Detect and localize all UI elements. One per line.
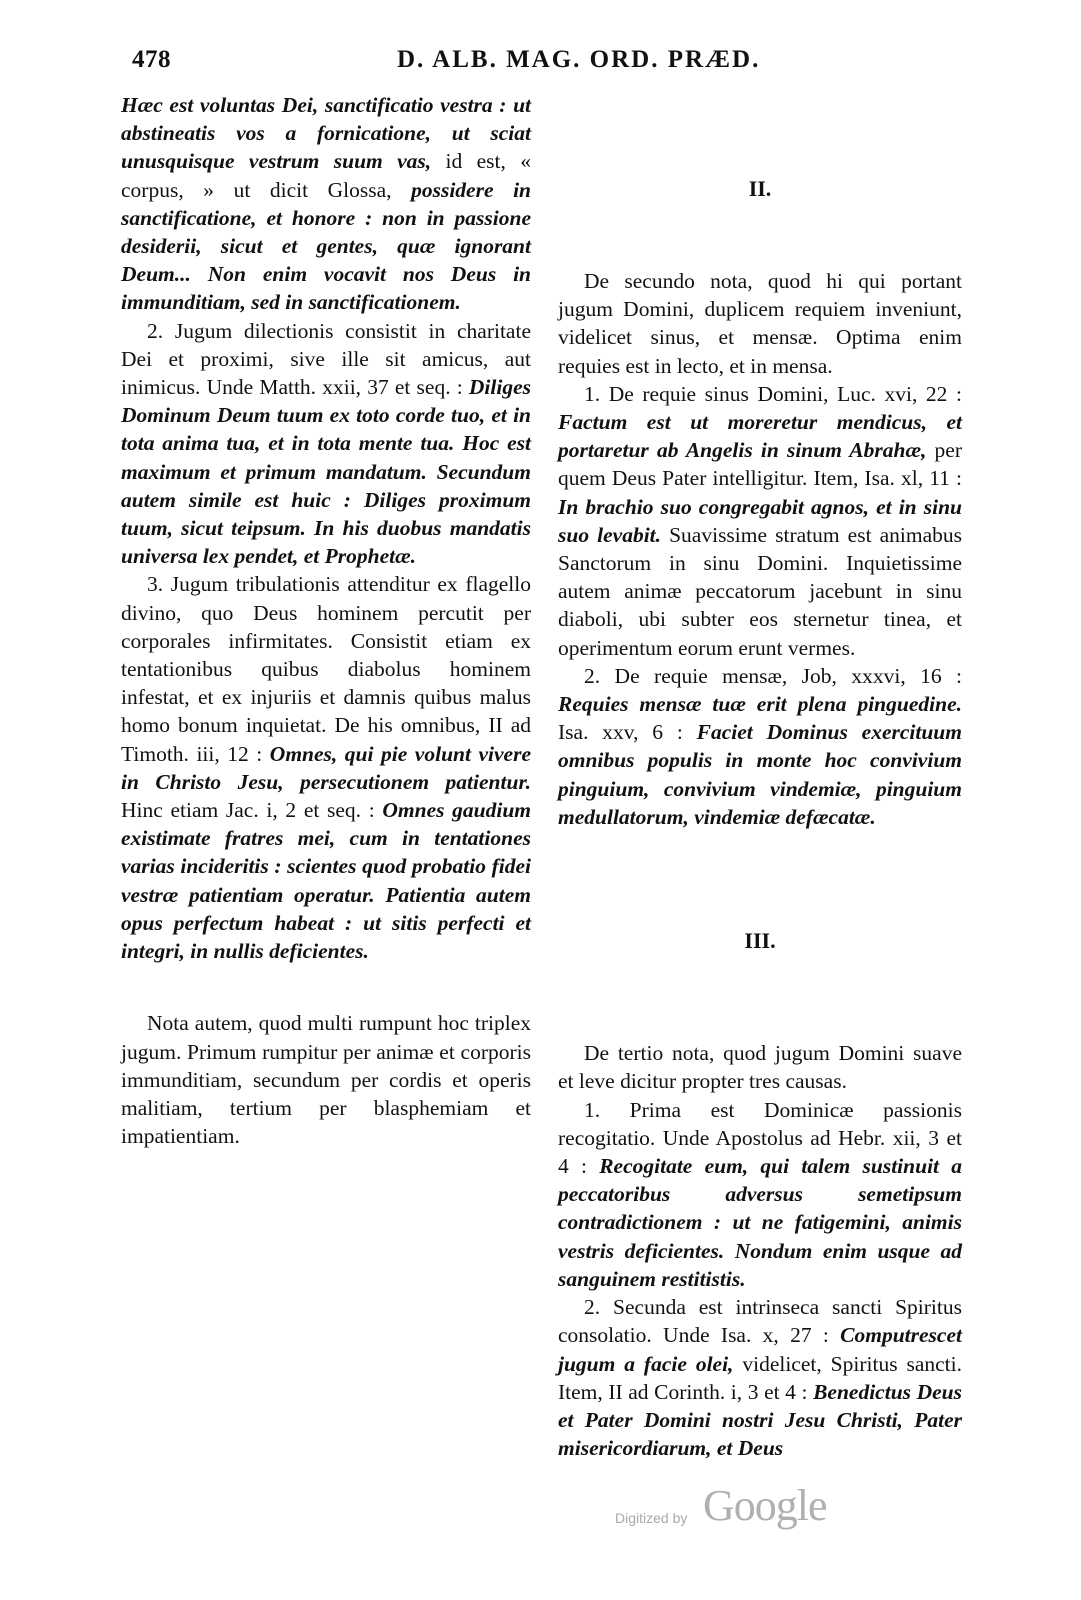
scripture-quote: Diliges Dominum Deum tuum ex toto corde tuo, et in tota anima tua, et in tota mente tua. Hoc est maximum et primum mandatum. Secundum autem simile est huic : Diliges proximum tuum, sicut teipsum. In his duobus mandatis universa lex pendet, et Prophetæ.	[121, 375, 531, 569]
paragraph: Nota autem, quod multi rumpunt hoc triplex jugum. Primum rumpitur per animæ et corporis immunditiam, secundum per cordis et operis malitiam, tertium per blasphemiam et impatientiam.	[121, 1011, 531, 1149]
text: videlicet, Spiritus sancti. Item, II ad Corinth. i, 3 et 4 :	[558, 1351, 962, 1404]
paragraph	[121, 317, 531, 571]
scripture-quote: Omnes, qui pie volunt vivere in Christo Jesu, persecutionem patientur.	[121, 741, 531, 794]
scripture-quote: Recogitate eum, qui talem sustinuit a peccatoribus adversus semetipsum contradictionem : ut ne fatigemini, animis vestris deficientes. Nondum enim usque ad sanguinem restitistis.	[558, 1154, 962, 1291]
scripture-quote: In brachio suo congregabit agnos, et in sinu suo levabit.	[558, 494, 962, 547]
scripture-quote: possidere in sanctificatione, et honore : non in passione desiderii, sicut et gentes, quæ ignorant Deum... Non enim vocavit nos Deus in immunditiam, sed in sanctificationem.	[121, 177, 531, 315]
scripture-quote: Factum est ut moreretur mendicus, et portaretur ab Angelis in sinum Abrahæ,	[558, 410, 962, 463]
running-title: D. ALB. MAG. ORD. PRÆD.	[397, 46, 761, 73]
page-number: 478	[132, 46, 171, 73]
text: Hinc etiam Jac. i, 2 et seq. :	[121, 798, 383, 823]
text: Isa. xxv, 6 :	[558, 720, 697, 745]
paragraph: De secundo nota, quod hi qui portant jugum Domini, duplicem requiem inveniunt, videlicet sinus, et mensæ. Optima enim requies est in lecto, et in mensa.	[558, 269, 962, 378]
text: 2. Jugum dilectionis consistit in charitate Dei et proximi, sive ille sit amicus, aut inimicus. Unde Matth. xxii, 37 et seq. :	[121, 318, 531, 400]
digitized-by-text: Digitized by	[615, 1510, 688, 1526]
scripture-quote: Requies mensæ tuæ erit plena pinguedine.	[558, 692, 962, 717]
text: 3. Jugum tribulationis attenditur ex flagello divino, quo Deus hominem percutit per corporales infirmitates. Consistit etiam ex tentationibus quibus diabolus hominem infestat, et ex injuriis et damnis quibus malus homo bonum inquietat. De his omnibus, II ad Timoth. iii, 12 :	[121, 572, 531, 766]
text: 1. De requie sinus Domini, Luc. xvi, 22 :	[584, 381, 962, 406]
scripture-quote: Computrescet jugum a facie olei,	[558, 1323, 962, 1376]
left-column	[121, 91, 531, 1150]
page-header	[132, 46, 962, 86]
scripture-quote: Omnes gaudium existimate fratres mei, cum in tentationes varias incideritis : scientes quod probatio fidei vestræ patientiam operatur. Patientia autem opus perfectum habeat : ut sitis perfecti et integri, in nullis deficientes.	[121, 798, 532, 964]
text: 1. Prima est Dominicæ passionis recogitatio. Unde Apostolus ad Hebr. xii, 3 et 4 :	[558, 1097, 962, 1179]
text: Suavissime stratum est animabus Sanctorum in sinu Domini. Inquietissime autem animæ peccatorum jacebunt in sinu diaboli, ubi subter eos sternetur tinea, et operimentum eorum erunt vermes.	[558, 522, 962, 660]
digitized-watermark	[615, 1472, 835, 1532]
paragraph	[558, 1293, 962, 1462]
text: per quem Deus Pater intelligitur. Item, Isa. xl, 11 :	[558, 438, 963, 491]
paragraph	[558, 662, 962, 831]
right-column	[558, 91, 962, 1462]
text: 2. De requie mensæ, Job, xxxvi, 16 :	[584, 663, 962, 688]
section-heading-2: II.	[748, 176, 772, 201]
section-heading-3: III.	[744, 928, 776, 954]
scripture-quote: Benedictus Deus et Pater Domini nostri Jesu Christi, Pater misericordiarum, et Deus	[558, 1379, 963, 1461]
scripture-quote: Hæc est voluntas Dei, sanctificatio vestra : ut abstineatis vos a fornicatione, ut sciat unusquisque vestrum suum vas,	[121, 93, 531, 174]
paragraph	[558, 380, 962, 662]
scripture-quote: Faciet Dominus exercituum omnibus populis in monte hoc convivium pinguium, convivium vindemiæ, pinguium medullatorum, vindemiæ defæcatæ.	[558, 720, 962, 829]
paragraph	[121, 570, 531, 965]
google-logo: Google	[703, 1481, 827, 1530]
text: id est, « corpus, » ut dicit Glossa,	[121, 149, 531, 202]
paragraph	[121, 91, 531, 317]
text: 2. Secunda est intrinseca sancti Spiritus consolatio. Unde Isa. x, 27 :	[558, 1295, 962, 1348]
paragraph	[558, 1096, 962, 1293]
paragraph: De tertio nota, quod jugum Domini suave et leve dicitur propter tres causas.	[558, 1041, 962, 1094]
